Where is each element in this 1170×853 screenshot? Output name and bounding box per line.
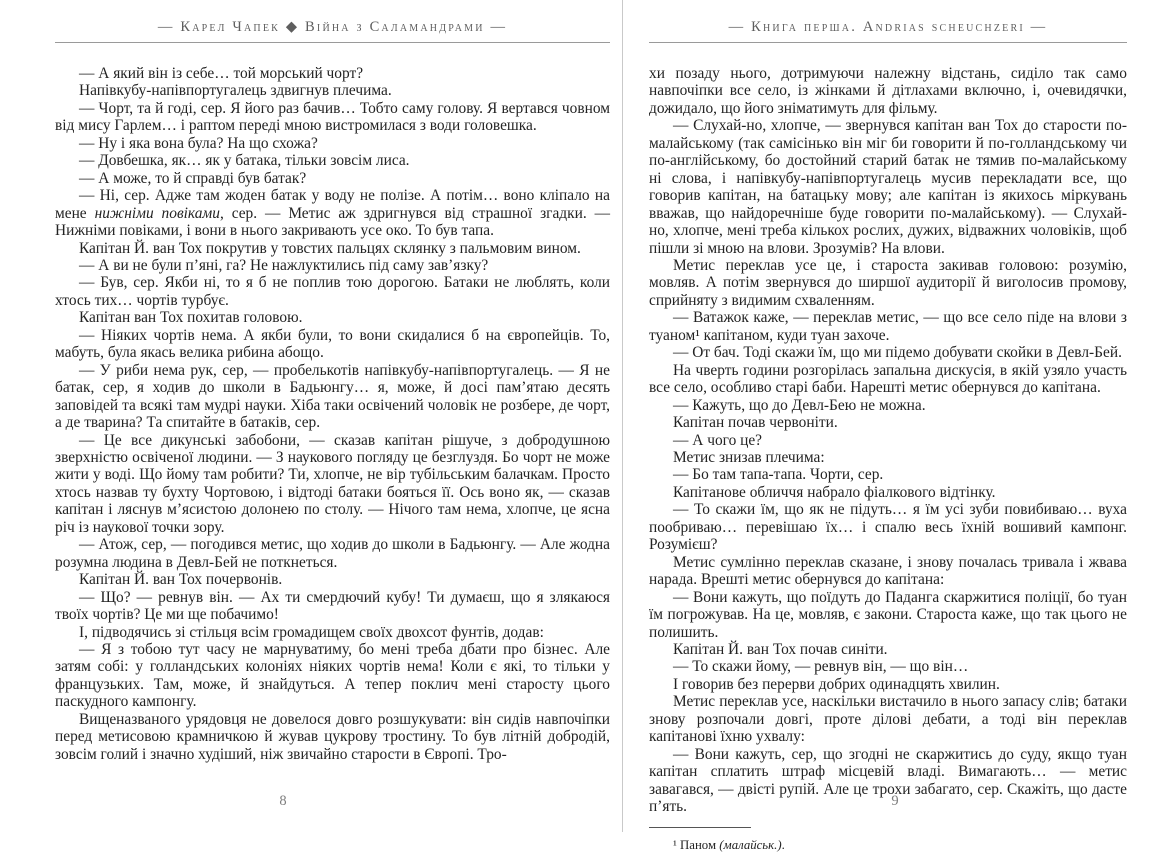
paragraph: — Ну і яка вона була? На що схожа? bbox=[79, 134, 318, 152]
header-rule-left bbox=[55, 42, 610, 43]
paragraph: І говорив без перерви добрих одинадцять хвилин. bbox=[673, 675, 1000, 693]
paragraph: — То скажи їм, що як не підуть… я їм усі зуби повибиваю… вуха пообриваю… перевішаю їх… і спалю весь їхній вошивий кампонг. Розумієш? bbox=[649, 501, 1127, 554]
header-rule-right bbox=[649, 42, 1127, 43]
paragraph: Капітан ван Тох похитав головою. bbox=[79, 309, 303, 327]
paragraph: — Чорт, та й годі, сер. Я його раз бачив… Тобто саму голову. Я вертався човном від мису Гарлем… і раптом переді мною вистромилася з води головешка. bbox=[55, 99, 610, 135]
paragraph: хи позаду нього, дотримуючи належну відстань, сиділо так само навпочіпки все село, із жінками й дітлахами включно, і, очевидячки, дожидало, що його зніматимуть для фільму. bbox=[649, 65, 1127, 117]
paragraph: — Я з тобою тут часу не марнуватиму, бо мені треба дбати про бізнес. Але затям собі: у голландських колоніях ніяких чортів нема! Коли є які, то тільки у французьких. Там, може, й знайдуться. А тепер поклич мені старосту цього паскудного кампонгу. bbox=[55, 640, 610, 711]
paragraph: Капітан Й. ван Тох почервонів. bbox=[79, 571, 283, 589]
page-body-left bbox=[55, 65, 610, 763]
paragraph: Метис сумлінно переклав сказане, і знову почалась тривала і жвава нарада. Врешті метис обернувся до капітана: bbox=[649, 553, 1127, 589]
paragraph: Капітанове обличчя набрало фіалкового відтінку. bbox=[673, 483, 996, 501]
paragraph: — А ви не були п’яні, га? Не нажлуктились під саму зав’язку? bbox=[79, 256, 489, 274]
footnote-rule bbox=[649, 827, 751, 828]
paragraph: — Вони кажуть, сер, що згодні не скаржитись до суду, якщо туан капітан сплатить штраф місцевій владі. Вимагають… — метис завагався, — двісті рупій. Але це трохи забагато, сер. Скажіть, що дасте п’ять. bbox=[649, 745, 1127, 816]
paragraph: Метис переклав усе це, і староста закивав головою: розумію, мовляв. А потім звернувся до ширшої аудиторії й виголосив промову, сприйняту з видимим схваленням. bbox=[649, 256, 1127, 309]
paragraph: І, підводячись зі стільця всім громадищем своїх двохсот фунтів, додав: bbox=[79, 623, 544, 641]
paragraph: — А може, то й справді був батак? bbox=[79, 169, 307, 187]
running-header-left: — Карел Чапек ◆ Війна з Саламандрами — bbox=[157, 19, 508, 35]
paragraph: Метис переклав усе, наскільки вистачило в нього запасу слів; батаки знову розпочали довгі, проте ділові дебати, а тоді він переклав капітанові їхню ухвалу: bbox=[649, 693, 1127, 746]
page-body-right bbox=[649, 65, 1127, 815]
running-header-right: — Книга перша. Andrias scheuchzeri — bbox=[728, 19, 1048, 35]
paragraph: Вищеназваного урядовця не довелося довго розшукувати: він сидів навпочіпки перед метисовою крамничкою й жував цукрову тростину. То був літній добродій, зовсім голий і значно худіший, ніж звичайно старости в Європі. Тро- bbox=[55, 710, 610, 763]
page-number-left: 8 bbox=[279, 793, 287, 809]
paragraph: — То скажи йому, — ревнув він, — що він… bbox=[673, 658, 969, 676]
paragraph: — У риби нема рук, сер, — пробелькотів напівкубу-напівпортугалець. — Я не батак, сер, я ходив до школи в Бадьюнгу… я, може, й досі пам’ятаю десять заповідей та всякі там мудрі науки. Хіба таки освічений чоловік не розбере, де чорт, а де тварина? Та спитайте в батаків, сер. bbox=[55, 361, 610, 432]
paragraph: — От бач. Тоді скажи їм, що ми підемо добувати скойки в Девл-Бей. bbox=[673, 344, 1122, 362]
paragraph: Капітан Й. ван Тох покрутив у товстих пальцях склянку з пальмовим вином. bbox=[79, 239, 581, 257]
paragraph: Капітан почав червоніти. bbox=[673, 414, 838, 432]
paragraph: — Слухай-но, хлопче, — звернувся капітан ван Тох до старости по-малайському (так самісінько він міг би говорити й по-голландському чи по-англійському, бо достойний старий батак не тямив по-малайському ні слова, і напівкубу-напівпортугалець мусив перекладати все, що говорив капітан, на батацьку мову; але капітан із якихось міркувань вважав, що найдоречніше буде говорити по-малайському). — Слухай-но, хлопче, мені треба кількох рослих, дужих, відважних чоловіків, щоб пішли зі мною на влови. Зрозумів? На влови. bbox=[649, 117, 1127, 257]
paragraph: На чверть години розгорілась запальна дискусія, в якій узяло участь все село, особливо старі баби. Нарешті метис обернувся до капітана. bbox=[649, 361, 1127, 397]
footnote: ¹ Паном (малайськ.). bbox=[673, 838, 785, 853]
paragraph: — Довбешка, як… як у батака, тільки зовсім лиса. bbox=[79, 152, 410, 170]
paragraph: — Вони кажуть, що поїдуть до Паданга скаржитися поліції, бо туан їм погрожував. На це, мовляв, є закони. Староста каже, що так цього не полишить. bbox=[649, 588, 1127, 641]
paragraph: — Кажуть, що до Девл-Бею не можна. bbox=[673, 396, 926, 414]
paragraph: — Був, сер. Якби ні, то я б не поплив тою дорогою. Батаки не люблять, коли хтось тих… чортів турбує. bbox=[55, 274, 610, 309]
page-number-right: 9 bbox=[891, 793, 899, 809]
paragraph: — Що? — ревнув він. — Ах ти смердючий кубу! Ти думаєш, що я злякаюся твоїх чортів? Це ми ще побачимо! bbox=[55, 588, 610, 624]
paragraph: Метис знизав плечима: bbox=[673, 448, 825, 466]
paragraph: — Атож, сер, — погодився метис, що ходив до школи в Бадьюнгу. — Але жодна розумна людина в Девл-Бей не поткнеться. bbox=[55, 536, 610, 571]
paragraph: — А чого це? bbox=[673, 431, 763, 449]
footnote-block bbox=[649, 827, 1127, 853]
page-right bbox=[622, 0, 1170, 853]
paragraph: — Це все дикунські забобони, — сказав капітан рішуче, з добродушною зверхністю освіченої людини. — З наукового погляду це безглуздя. Бо чорт не може жити у воді. Що йому там робити? Ти, хлопче, не вір тубільським балачкам. Просто хтось назвав ту бухту Чортовою, і відтоді батаки бояться її. Ось воно як, — сказав капітан і ляснув м’ясистою долонею по столу. — Нічого там нема, хлопче, це ясна річ із наукової точки зору. bbox=[55, 431, 610, 536]
paragraph: — А який він із себе… той морський чорт? bbox=[79, 65, 364, 82]
paragraph: — Бо там тапа-тапа. Чорти, сер. bbox=[673, 466, 884, 484]
paragraph: Напівкубу-напівпортугалець здвигнув плечима. bbox=[79, 82, 392, 100]
paragraph: Капітан Й. ван Тох почав синіти. bbox=[673, 640, 888, 658]
paragraph: — Ніяких чортів нема. А якби були, то вони скидалися б на європейців. То, мабуть, була якась велика рибина абощо. bbox=[55, 326, 610, 362]
paragraph: — Ні, сер. Адже там жоден батак у воду не полізе. А потім… воно кліпало на мене нижніми повіками, сер. — Метис аж здригнувся від страшної згадки. — Нижніми повіками, і вони в нього закривають усе око. То був тапа. bbox=[55, 187, 610, 240]
paragraph: — Ватажок каже, — переклав метис, — що все село піде на влови з туаном¹ капітаном, куди туан захоче. bbox=[649, 309, 1127, 344]
